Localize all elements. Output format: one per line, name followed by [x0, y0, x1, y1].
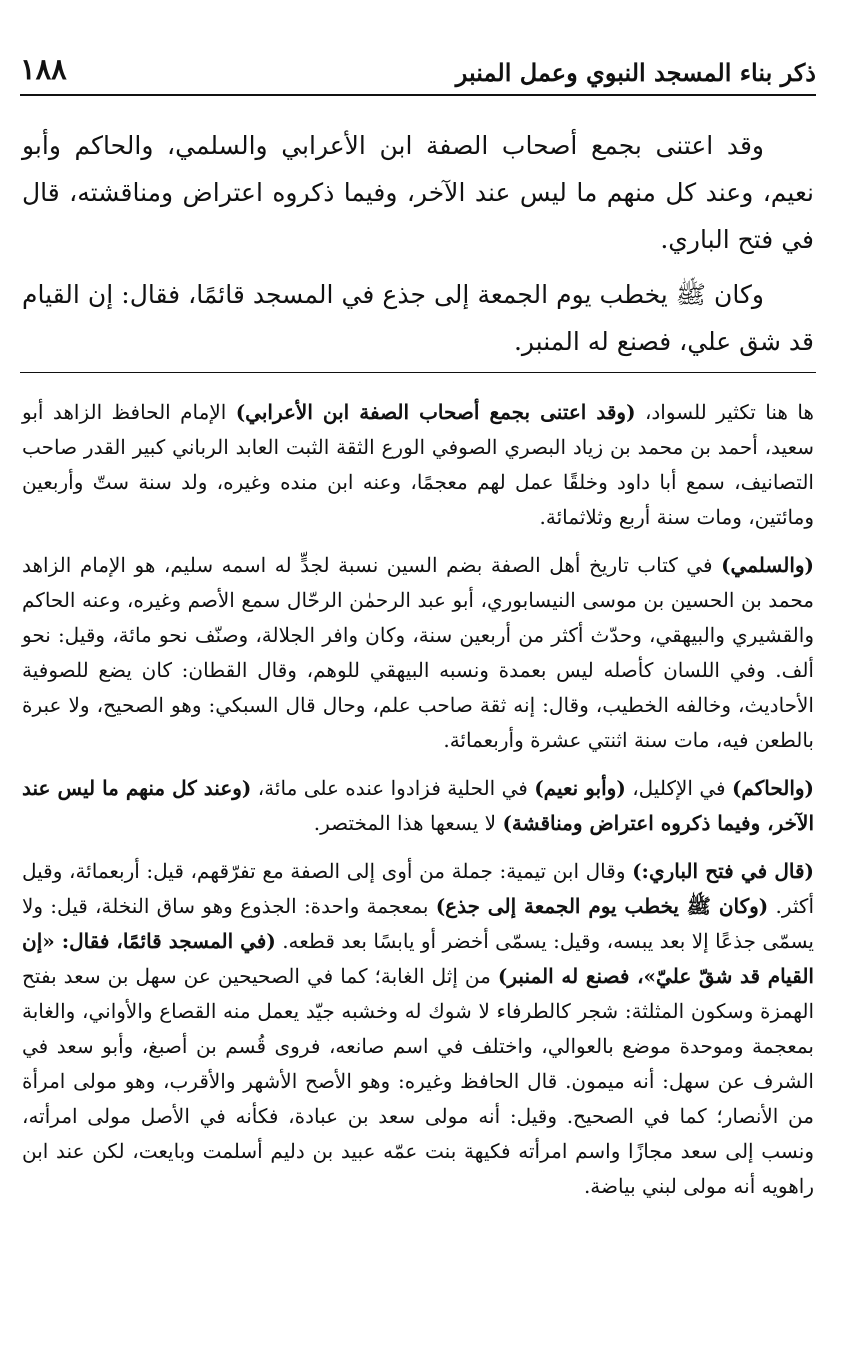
- main-paragraph-1: وقد اعتنى بجمع أصحاب الصفة ابن الأعرابي والسلمي، والحاكم وأبو نعيم، وعند كل منهم ما ليس عند الآخر، وفيما ذكروه اعتراض ومناقشته، قال في فتح الباري.: [22, 131, 814, 254]
- quoted-text: (في المسجد قائمًا، فقال: «إن القيام قد شقّ عليّ»، فصنع له المنبر): [22, 929, 814, 988]
- running-title: ذكر بناء المسجد النبوي وعمل المنبر: [455, 58, 816, 87]
- page-header: [20, 50, 816, 96]
- plain-text: في كتاب تاريخ أهل الصفة بضم السين نسبة لجدٍّ له اسمه سليم، هو الإمام الزاهد محمد بن الحسين بن موسى النيسابوري، أبو عبد الرحمٰن الرحّال سمع الأصم وغيره، وعنه الحاكم والقشيري والبيهقي، وحدّث أكثر من أربعين سنة، وكان وافر الجلالة، وصنّف نحو مائة، وقيل: نحو ألف. وفي اللسان كأصله ليس بعمدة ونسبه البيهقي للوهم، وقال القطان: كان يضع للصوفية الأحاديث، وخالفه الخطيب، وقال: إنه ثقة صاحب علم، وحال قال السبكي: وهو الصحيح، ولا عبرة بالطعن فيه، مات سنة اثنتي عشرة وأربعمائة.: [22, 553, 814, 752]
- plain-text: الإمام الحافظ الزاهد أبو سعيد، أحمد بن محمد بن زياد البصري الصوفي الورع الثقة الثبت العابد الرباني كبير القدر صاحب التصانيف، سمع أبا داود وخلقًا عمل لهم معجمًا، وعنه ابن منده وغيره، ولد سنة ستّ وأربعين ومائتين، ومات سنة أربع وثلاثمائة.: [22, 400, 814, 529]
- quoted-text: (وأبو نعيم): [534, 776, 626, 800]
- quoted-text: (والسلمي): [721, 553, 814, 577]
- quoted-text: (والحاكم): [731, 776, 815, 800]
- quoted-text: (وقد اعتنى بجمع أصحاب الصفة ابن الأعرابي): [235, 400, 636, 424]
- plain-text: لا يسعها هذا المختصر.: [313, 811, 503, 835]
- plain-text: في الحلية فزادوا عنده على مائة،: [251, 776, 535, 800]
- quoted-text: (وكان ﷺ يخطب يوم الجمعة إلى جذع): [435, 894, 769, 918]
- commentary: [22, 395, 814, 1217]
- main-text: [22, 122, 814, 373]
- commentary-paragraph-4: [22, 854, 814, 1204]
- main-paragraph-2: وكان ﷺ يخطب يوم الجمعة إلى جذع في المسجد قائمًا، فقال: إن القيام قد شق علي، فصنع له المنبر.: [22, 280, 814, 356]
- plain-text: من إثل الغابة؛ كما في الصحيحين عن سهل بن سعد بفتح الهمزة وسكون المثلثة: شجر كالطرفاء لا شوك له وخشبه جيّد يعمل منه القصاع والأواني، والغابة بمعجمة وموحدة موضع بالعوالي، واختلف في اسم صانعه، فروى قُسم بن أصبغ، وأبو سعد في الشرف عن سهل: أنه ميمون. قال الحافظ وغيره: وهو الأصح الأشهر والأقرب، وهو مولى امرأة من الأنصار؛ كما في الصحيح. وقيل: أنه مولى سعد بن عبادة، فكأنه في الأصل مولى امرأته، ونسب إلى سعد مجازًا واسم امرأته فكيهة بنت عمّه عبيد بن دليم أسلمت وبايعت، لكن عند ابن راهويه أنه مولى لبني بياضة.: [22, 964, 814, 1198]
- commentary-paragraph-2: [22, 548, 814, 758]
- commentary-paragraph-1: [22, 395, 814, 535]
- quoted-text: (وعند كل منهم ما ليس عند الآخر، وفيما ذكروه اعتراض ومناقشة): [22, 776, 814, 835]
- plain-text: بمعجمة واحدة: الجذوع وهو ساق النخلة، قيل: ولا يسمّى جذعًا إلا بعد يبسه، وقيل: يسمّى أخضر أو يابسًا بعد قطعه.: [22, 894, 814, 953]
- page-number: ١٨٨: [20, 52, 67, 86]
- quoted-text: (قال في فتح الباري:): [632, 859, 815, 883]
- plain-text: وقال ابن تيمية: جملة من أوى إلى الصفة مع تفرّقهم، قيل: أربعمائة، وقيل أكثر.: [22, 859, 814, 918]
- section-divider: [20, 372, 816, 373]
- commentary-paragraph-3: [22, 771, 814, 841]
- plain-text: ها هنا تكثير للسواد،: [635, 400, 814, 424]
- plain-text: في الإكليل،: [625, 776, 732, 800]
